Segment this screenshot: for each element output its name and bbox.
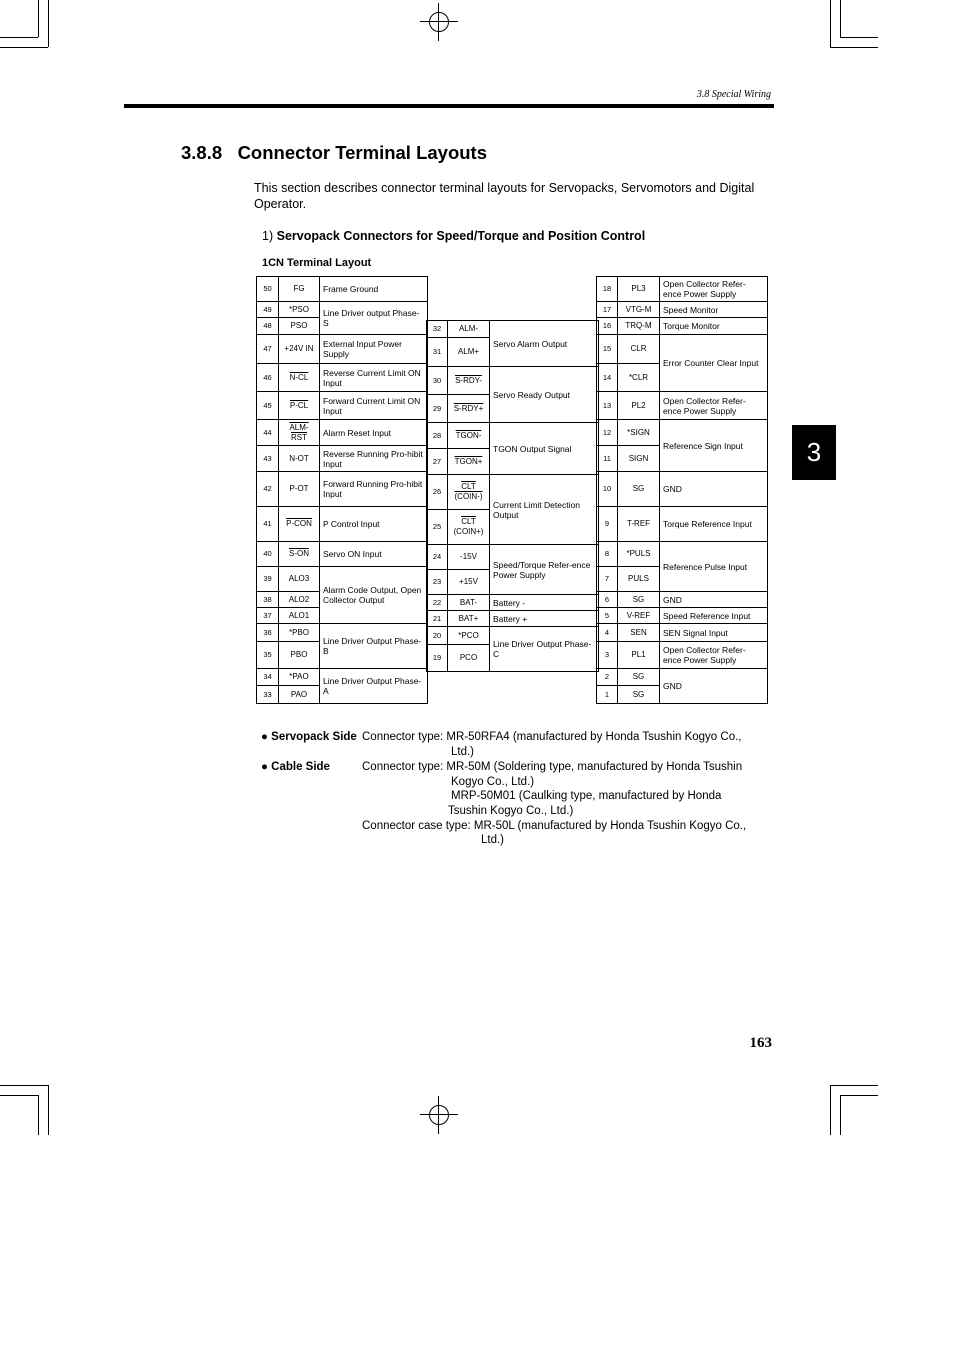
signal-name: +15V bbox=[459, 577, 478, 586]
pin-table-left bbox=[256, 276, 428, 704]
pin-row bbox=[257, 472, 428, 507]
pin-row bbox=[597, 302, 768, 318]
pin-signal bbox=[279, 567, 320, 592]
pin-signal bbox=[279, 642, 320, 669]
pin-signal bbox=[448, 423, 490, 449]
pin-row bbox=[257, 420, 428, 446]
signal-alt: (COIN+) bbox=[453, 527, 484, 536]
pin-number: 19 bbox=[427, 645, 448, 672]
pin-number: 48 bbox=[257, 318, 279, 335]
pin-description: SEN Signal Input bbox=[660, 624, 768, 642]
signal-name: V-REF bbox=[626, 610, 651, 620]
pin-signal bbox=[448, 395, 490, 423]
signal-name: S-ON bbox=[289, 549, 309, 558]
signal-name: SG bbox=[632, 484, 645, 493]
signal-name: *PSO bbox=[288, 304, 309, 314]
header-rule bbox=[124, 104, 774, 108]
subsection-number: 1) bbox=[262, 229, 274, 243]
pin-row bbox=[597, 507, 768, 542]
signal-name: ALM- bbox=[458, 324, 479, 333]
pin-number: 37 bbox=[257, 608, 279, 624]
pin-description: Reference Sign Input bbox=[660, 420, 768, 472]
signal-name: ALO3 bbox=[288, 574, 310, 583]
pin-number: 36 bbox=[257, 624, 279, 642]
signal-name: *PCO bbox=[458, 630, 479, 640]
signal-name: N-OT bbox=[289, 453, 309, 463]
servopack-line-2: Ltd.) bbox=[451, 746, 475, 758]
pin-row bbox=[427, 321, 599, 338]
pin-number: 21 bbox=[427, 611, 448, 627]
pin-row bbox=[597, 542, 768, 567]
pin-signal bbox=[279, 507, 320, 542]
pin-row bbox=[257, 277, 428, 302]
signal-name: S-RDY+ bbox=[453, 403, 484, 413]
signal-name: PAO bbox=[290, 689, 308, 699]
pin-number: 28 bbox=[427, 423, 448, 449]
cable-line-3: MRP-50M01 (Caulking type, manufactured by Honda bbox=[451, 790, 722, 802]
pin-signal bbox=[618, 608, 660, 624]
pin-number: 35 bbox=[257, 642, 279, 669]
pin-description: Forward Running Pro-hibit Input bbox=[320, 472, 428, 507]
pin-signal bbox=[448, 449, 490, 475]
pin-number: 30 bbox=[427, 367, 448, 395]
page-number: 163 bbox=[749, 1035, 772, 1051]
pin-row bbox=[257, 542, 428, 567]
pin-number: 7 bbox=[597, 567, 618, 592]
pin-number: 46 bbox=[257, 364, 279, 392]
signal-name: ALO1 bbox=[288, 610, 310, 620]
chapter-tab: 3 bbox=[792, 425, 836, 480]
cable-side-label: Cable Side bbox=[271, 761, 330, 773]
pin-row bbox=[257, 624, 428, 642]
cable-line-4: Tsushin Kogyo Co., Ltd.) bbox=[448, 805, 574, 817]
pin-signal bbox=[618, 624, 660, 642]
pin-signal bbox=[448, 475, 490, 510]
signal-name: *PAO bbox=[289, 672, 309, 681]
pin-description: Alarm Reset Input bbox=[320, 420, 428, 446]
pin-row bbox=[597, 420, 768, 446]
pin-number: 13 bbox=[597, 392, 618, 420]
pin-number: 50 bbox=[257, 277, 279, 302]
pin-description: GND bbox=[660, 669, 768, 704]
pin-number: 2 bbox=[597, 669, 618, 686]
pin-number: 26 bbox=[427, 475, 448, 510]
pin-signal bbox=[618, 277, 660, 302]
pin-signal bbox=[618, 420, 660, 446]
pin-signal bbox=[279, 686, 320, 704]
pin-signal bbox=[279, 392, 320, 420]
pin-row bbox=[427, 367, 599, 395]
signal-name: SEN bbox=[630, 627, 647, 637]
pin-signal bbox=[279, 608, 320, 624]
pin-row bbox=[597, 392, 768, 420]
pin-signal bbox=[279, 669, 320, 686]
pin-description: Frame Ground bbox=[320, 277, 428, 302]
pin-signal bbox=[279, 624, 320, 642]
pin-description: Speed Monitor bbox=[660, 302, 768, 318]
pin-number: 15 bbox=[597, 335, 618, 364]
signal-name: $\overline{CLT}$ bbox=[461, 517, 476, 526]
pin-signal bbox=[448, 627, 490, 645]
pin-description: Error Counter Clear Input bbox=[660, 335, 768, 392]
pin-row bbox=[597, 335, 768, 364]
pin-signal bbox=[448, 611, 490, 627]
pin-number: 16 bbox=[597, 318, 618, 335]
pin-row bbox=[597, 669, 768, 686]
pin-number: 31 bbox=[427, 338, 448, 367]
pin-description: Current Limit Detection Output bbox=[490, 475, 599, 545]
signal-name: BAT+ bbox=[458, 613, 479, 623]
pin-number: 43 bbox=[257, 446, 279, 472]
table-label: 1CN Terminal Layout bbox=[262, 257, 372, 269]
pin-number: 9 bbox=[597, 507, 618, 542]
signal-name: PULS bbox=[628, 574, 649, 583]
pin-signal bbox=[279, 335, 320, 364]
servopack-line-1: Connector type: MR-50RFA4 (manufactured by Honda Tsushin Kogyo Co., bbox=[362, 731, 742, 743]
pin-row bbox=[427, 545, 599, 570]
pin-signal bbox=[618, 542, 660, 567]
signal-name: ALM+ bbox=[457, 347, 480, 356]
pin-row bbox=[427, 423, 599, 449]
pin-description: GND bbox=[660, 472, 768, 507]
pin-signal bbox=[448, 338, 490, 367]
pin-table-middle bbox=[426, 320, 599, 672]
pin-row bbox=[257, 567, 428, 592]
pin-number: 24 bbox=[427, 545, 448, 570]
signal-name: $\overline{CLT}$ bbox=[461, 482, 476, 491]
signal-name: -15V bbox=[460, 552, 477, 561]
pin-number: 5 bbox=[597, 608, 618, 624]
pin-number: 41 bbox=[257, 507, 279, 542]
pin-number: 17 bbox=[597, 302, 618, 318]
pin-signal bbox=[448, 595, 490, 611]
pin-signal bbox=[279, 318, 320, 335]
signal-name: PL2 bbox=[631, 400, 646, 410]
pin-number: 29 bbox=[427, 395, 448, 423]
pin-description: Speed/Torque Refer-ence Power Supply bbox=[490, 545, 599, 595]
pin-description: Servo Alarm Output bbox=[490, 321, 599, 367]
pin-number: 40 bbox=[257, 542, 279, 567]
cable-line-2: Kogyo Co., Ltd.) bbox=[451, 776, 535, 788]
pin-number: 18 bbox=[597, 277, 618, 302]
pin-row bbox=[427, 595, 599, 611]
pin-number: 8 bbox=[597, 542, 618, 567]
pin-description: Reverse Running Pro-hibit Input bbox=[320, 446, 428, 472]
signal-name: VTG-M bbox=[625, 304, 652, 314]
case-line-1: Connector case type: MR-50L (manufactured by Honda Tsushin Kogyo Co., bbox=[362, 820, 747, 832]
pin-signal bbox=[279, 302, 320, 318]
signal-name: TGON- bbox=[455, 430, 482, 440]
pin-description: GND bbox=[660, 592, 768, 608]
signal-name: P-CL bbox=[289, 400, 309, 410]
pin-signal bbox=[279, 277, 320, 302]
pin-number: 1 bbox=[597, 686, 618, 704]
pin-table-right bbox=[596, 276, 768, 704]
pin-signal bbox=[618, 592, 660, 608]
signal-name: *SIGN bbox=[627, 427, 650, 437]
pin-description: Battery + bbox=[490, 611, 599, 627]
signal-name: BAT- bbox=[459, 597, 478, 607]
running-header: 3.8 Special Wiring bbox=[696, 89, 771, 100]
pin-signal bbox=[618, 567, 660, 592]
pin-number: 11 bbox=[597, 446, 618, 472]
pin-description: TGON Output Signal bbox=[490, 423, 599, 475]
pin-description: Servo Ready Output bbox=[490, 367, 599, 423]
pin-description: Battery - bbox=[490, 595, 599, 611]
pin-description: Line Driver Output Phase-A bbox=[320, 669, 428, 704]
pin-description: Speed Reference Input bbox=[660, 608, 768, 624]
pin-number: 44 bbox=[257, 420, 279, 446]
pin-number: 23 bbox=[427, 570, 448, 595]
pin-number: 34 bbox=[257, 669, 279, 686]
pin-signal bbox=[448, 570, 490, 595]
pin-number: 27 bbox=[427, 449, 448, 475]
pin-signal bbox=[279, 446, 320, 472]
pin-signal bbox=[618, 364, 660, 392]
pin-description: Reverse Current Limit ON Input bbox=[320, 364, 428, 392]
pin-row bbox=[597, 608, 768, 624]
signal-name: TRQ-M bbox=[625, 321, 652, 330]
pin-description: Line Driver Output Phase-B bbox=[320, 624, 428, 669]
pin-row bbox=[257, 364, 428, 392]
signal-name: PSO bbox=[290, 321, 308, 330]
signal-name: PL1 bbox=[631, 650, 646, 659]
pin-number: 10 bbox=[597, 472, 618, 507]
pin-number: 33 bbox=[257, 686, 279, 704]
pin-number: 32 bbox=[427, 321, 448, 338]
bullet-icon: ● bbox=[261, 731, 268, 743]
signal-name: P-OT bbox=[289, 484, 309, 493]
pin-description: Torque Reference Input bbox=[660, 507, 768, 542]
signal-name: PBO bbox=[290, 650, 308, 659]
signal-name: ALM-RST bbox=[289, 422, 309, 442]
pin-row bbox=[257, 669, 428, 686]
subsection-heading bbox=[262, 229, 645, 243]
bullet-icon: ● bbox=[261, 761, 268, 773]
pin-row bbox=[427, 475, 599, 510]
pin-number: 45 bbox=[257, 392, 279, 420]
pin-signal bbox=[279, 420, 320, 446]
pin-number: 42 bbox=[257, 472, 279, 507]
pin-signal bbox=[448, 645, 490, 672]
pin-description: Line Driver output Phase-S bbox=[320, 302, 428, 335]
pin-row bbox=[257, 392, 428, 420]
pin-number: 47 bbox=[257, 335, 279, 364]
pin-signal bbox=[618, 686, 660, 704]
pin-row bbox=[597, 624, 768, 642]
pin-signal bbox=[618, 446, 660, 472]
pin-signal bbox=[279, 472, 320, 507]
subsection-title: Servopack Connectors for Speed/Torque and Position Control bbox=[276, 229, 646, 243]
cable-line-1: Connector type: MR-50M (Soldering type, manufactured by Honda Tsushin bbox=[362, 761, 743, 773]
pin-number: 4 bbox=[597, 624, 618, 642]
pin-row bbox=[257, 335, 428, 364]
signal-name: *CLR bbox=[628, 372, 649, 382]
pin-number: 49 bbox=[257, 302, 279, 318]
signal-name: TGON+ bbox=[454, 456, 483, 466]
signal-name: SG bbox=[632, 672, 645, 681]
pin-signal bbox=[618, 318, 660, 335]
pin-number: 25 bbox=[427, 510, 448, 545]
signal-alt: (COIN-) bbox=[454, 492, 483, 501]
pin-row bbox=[427, 627, 599, 645]
signal-name: *PBO bbox=[288, 627, 309, 637]
pin-description: Forward Current Limit ON Input bbox=[320, 392, 428, 420]
pin-description: Alarm Code Output, Open Collector Output bbox=[320, 567, 428, 624]
signal-name: SIGN bbox=[628, 453, 649, 463]
signal-name: T-REF bbox=[626, 519, 651, 528]
signal-name: P-CON bbox=[286, 519, 312, 528]
pin-signal bbox=[618, 302, 660, 318]
section-title: 3.8.8 Connector Terminal Layouts bbox=[181, 142, 488, 163]
pin-number: 12 bbox=[597, 420, 618, 446]
pin-description: P Control Input bbox=[320, 507, 428, 542]
pin-row bbox=[597, 318, 768, 335]
servopack-side-label: Servopack Side bbox=[271, 731, 357, 743]
pin-number: 14 bbox=[597, 364, 618, 392]
pin-description: Open Collector Refer-ence Power Supply bbox=[660, 642, 768, 669]
pin-description: Torque Monitor bbox=[660, 318, 768, 335]
pin-number: 3 bbox=[597, 642, 618, 669]
signal-name: CLR bbox=[630, 344, 647, 353]
pin-signal bbox=[618, 392, 660, 420]
pin-description: Reference Pulse Input bbox=[660, 542, 768, 592]
pin-description: Servo ON Input bbox=[320, 542, 428, 567]
pin-row bbox=[597, 277, 768, 302]
signal-name: *PULS bbox=[626, 549, 651, 558]
pin-signal bbox=[448, 321, 490, 338]
pin-number: 6 bbox=[597, 592, 618, 608]
pin-number: 20 bbox=[427, 627, 448, 645]
signal-name: PCO bbox=[459, 653, 478, 662]
pin-row bbox=[597, 472, 768, 507]
pin-signal bbox=[279, 364, 320, 392]
pin-number: 38 bbox=[257, 592, 279, 608]
pin-signal bbox=[279, 592, 320, 608]
pin-row bbox=[257, 302, 428, 318]
pin-signal bbox=[618, 472, 660, 507]
case-line-2: Ltd.) bbox=[481, 834, 505, 846]
pin-number: 22 bbox=[427, 595, 448, 611]
pin-description: External Input Power Supply bbox=[320, 335, 428, 364]
section-intro: This section describes connector terminal layouts for Servopacks, Servomotors and Digital Operator. bbox=[254, 181, 755, 211]
pin-signal bbox=[618, 335, 660, 364]
pin-description: Open Collector Refer-ence Power Supply bbox=[660, 277, 768, 302]
pin-signal bbox=[618, 507, 660, 542]
pin-number: 39 bbox=[257, 567, 279, 592]
pin-row bbox=[597, 592, 768, 608]
signal-name: PL3 bbox=[631, 284, 646, 293]
signal-name: +24V IN bbox=[284, 344, 314, 353]
signal-name: SG bbox=[632, 594, 645, 604]
pin-row bbox=[257, 507, 428, 542]
pin-signal bbox=[448, 510, 490, 545]
pin-row bbox=[597, 642, 768, 669]
pin-signal bbox=[618, 669, 660, 686]
pin-description: Open Collector Refer-ence Power Supply bbox=[660, 392, 768, 420]
pin-row bbox=[427, 611, 599, 627]
pin-signal bbox=[618, 642, 660, 669]
pin-signal bbox=[448, 545, 490, 570]
signal-name: FG bbox=[293, 284, 305, 293]
signal-name: N-CL bbox=[289, 372, 309, 382]
signal-name: SG bbox=[632, 689, 645, 699]
pin-signal bbox=[448, 367, 490, 395]
pin-row bbox=[257, 446, 428, 472]
signal-name: ALO2 bbox=[288, 594, 310, 604]
pin-description: Line Driver Output Phase-C bbox=[490, 627, 599, 672]
signal-name: S-RDY- bbox=[455, 375, 482, 385]
pin-signal bbox=[279, 542, 320, 567]
